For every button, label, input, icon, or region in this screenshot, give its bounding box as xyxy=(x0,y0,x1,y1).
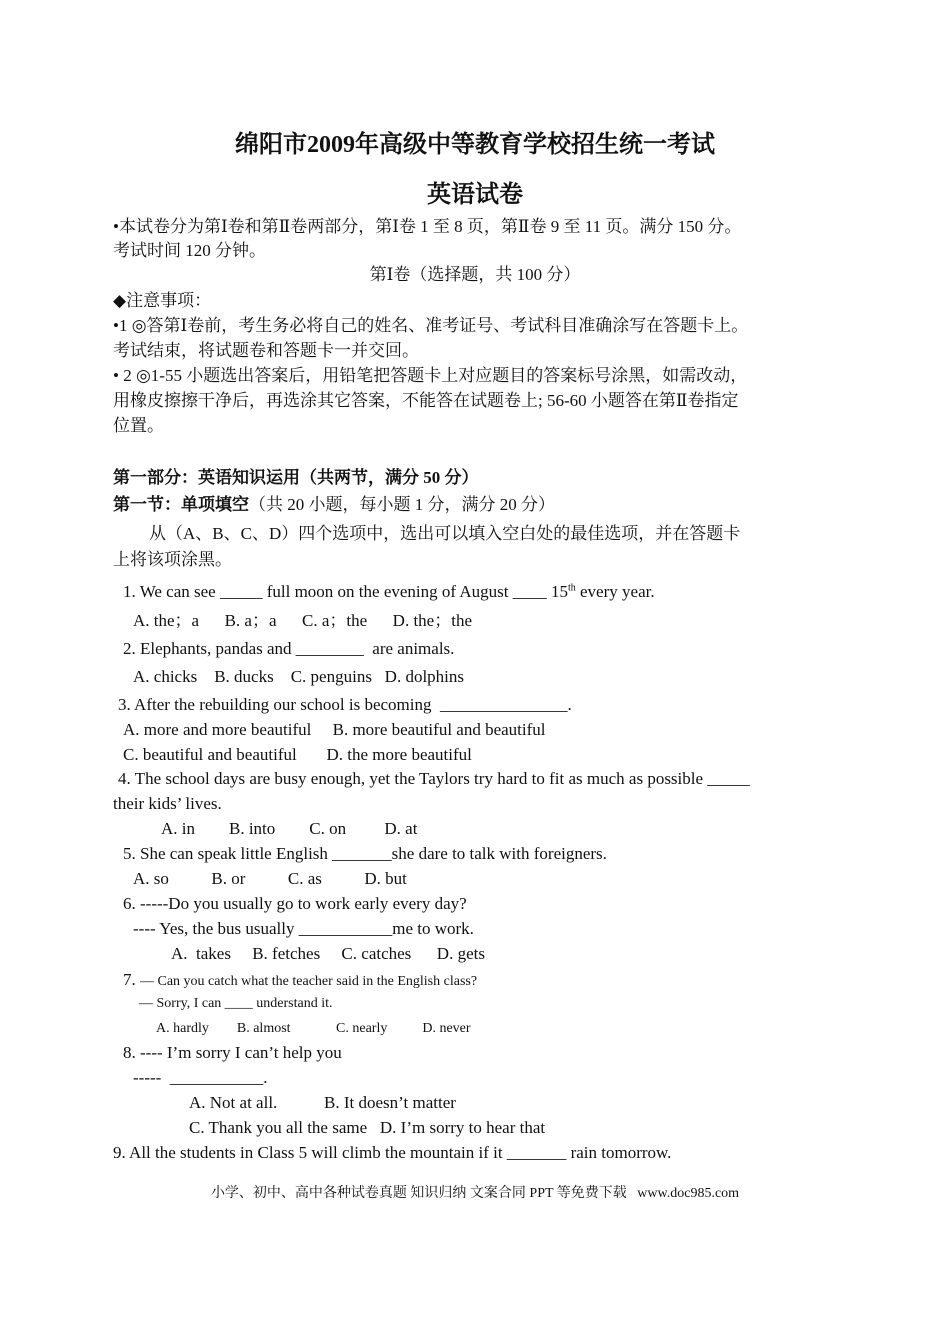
question-5-options: A. so B. or C. as D. but xyxy=(133,869,407,888)
question-6-options: A. takes B. fetches C. catches D. gets xyxy=(171,944,485,963)
question-4-line-b: their kids’ lives. xyxy=(113,794,222,813)
question-7-stem: — Can you catch what the teacher said in the English class? xyxy=(140,974,478,989)
question-1-stem-end: every year. xyxy=(575,582,655,601)
question-8-options-b: C. Thank you all the same D. I’m sorry to hear that xyxy=(189,1118,546,1137)
question-1-superscript: th xyxy=(567,582,576,594)
question-1 xyxy=(123,581,655,603)
question-2-options: A. chicks B. ducks C. penguins D. dolphins xyxy=(133,667,465,686)
section-1-details: （共 20 小题，每小题 1 分，满分 20 分） xyxy=(249,495,555,514)
question-4-options: A. in B. into C. on D. at xyxy=(161,819,418,838)
question-8-line-b: ----- ___________. xyxy=(133,1068,268,1087)
volume-1-heading: 第Ⅰ卷（选择题，共 100 分） xyxy=(369,265,581,284)
notice-1-line-a: •1 ◎答第Ⅰ卷前，考生务必将自己的姓名、准考证号、考试科目准确涂写在答题卡上。 xyxy=(113,316,749,335)
notice-1-line-b: 考试结束，将试题卷和答题卡一并交回。 xyxy=(113,341,419,360)
intro-line-2: 考试时间 120 分钟。 xyxy=(113,241,266,260)
question-7-options: A. hardly B. almost C. nearly D. never xyxy=(156,1021,471,1036)
notice-2-line-a: • 2 ◎1-55 小题选出答案后，用铅笔把答题卡上对应题目的答案标号涂黑，如需改动， xyxy=(113,366,748,385)
intro-line-1: •本试卷分为第Ⅰ卷和第Ⅱ卷两部分，第Ⅰ卷 1 至 8 页，第Ⅱ卷 9 至 11 页。满分 150 分。 xyxy=(113,217,742,236)
question-3-options-a: A. more and more beautiful B. more beautiful and beautiful xyxy=(123,720,546,739)
notice-heading: ◆注意事项： xyxy=(113,291,212,310)
instructions-line-1: 从（A、B、C、D）四个选项中，选出可以填入空白处的最佳选项，并在答题卡 xyxy=(149,524,741,543)
question-2: 2. Elephants, pandas and ________ are animals. xyxy=(123,639,455,658)
question-8-options-a: A. Not at all. B. It doesn’t matter xyxy=(189,1093,456,1112)
part-1-heading: 第一部分：英语知识运用（共两节，满分 50 分） xyxy=(113,468,479,487)
question-5: 5. She can speak little English _______she dare to talk with foreigners. xyxy=(123,844,607,863)
question-7-line-b: — Sorry, I can ____ understand it. xyxy=(139,996,333,1011)
instructions-line-2: 上将该项涂黑。 xyxy=(113,550,232,569)
question-4-line-a: 4. The school days are busy enough, yet the Taylors try hard to fit as much as possible _____ xyxy=(118,769,750,788)
question-7-line-a xyxy=(123,969,477,993)
question-6-line-b: ---- Yes, the bus usually ___________me to work. xyxy=(133,919,474,938)
notice-2-line-c: 位置。 xyxy=(113,416,164,435)
exam-title: 绵阳市2009年高级中等教育学校招生统一考试 xyxy=(235,132,715,158)
question-7-number: 7. xyxy=(123,970,140,989)
exam-subtitle: 英语试卷 xyxy=(427,182,523,208)
question-1-options: A. the；a B. a；a C. a；the D. the；the xyxy=(133,611,472,630)
section-1-heading xyxy=(113,494,555,516)
question-6-line-a: 6. -----Do you usually go to work early every day? xyxy=(123,894,467,913)
question-8-line-a: 8. ---- I’m sorry I can’t help you xyxy=(123,1043,342,1062)
question-1-stem: 1. We can see _____ full moon on the evening of August ____ 15 xyxy=(123,582,568,601)
question-9: 9. All the students in Class 5 will climb the mountain if it _______ rain tomorrow. xyxy=(113,1143,672,1162)
page-footer: 小学、初中、高中各种试卷真题 知识归纳 文案合同 PPT 等免费下载 www.doc985.com xyxy=(210,1186,740,1201)
notice-2-line-b: 用橡皮擦擦干净后，再选涂其它答案，不能答在试题卷上; 56-60 小题答在第Ⅱ卷指定 xyxy=(113,391,739,410)
question-3-options-b: C. beautiful and beautiful D. the more beautiful xyxy=(123,745,472,764)
section-1-title: 第一节：单项填空 xyxy=(113,495,249,514)
question-3: 3. After the rebuilding our school is becoming _______________. xyxy=(118,695,572,714)
